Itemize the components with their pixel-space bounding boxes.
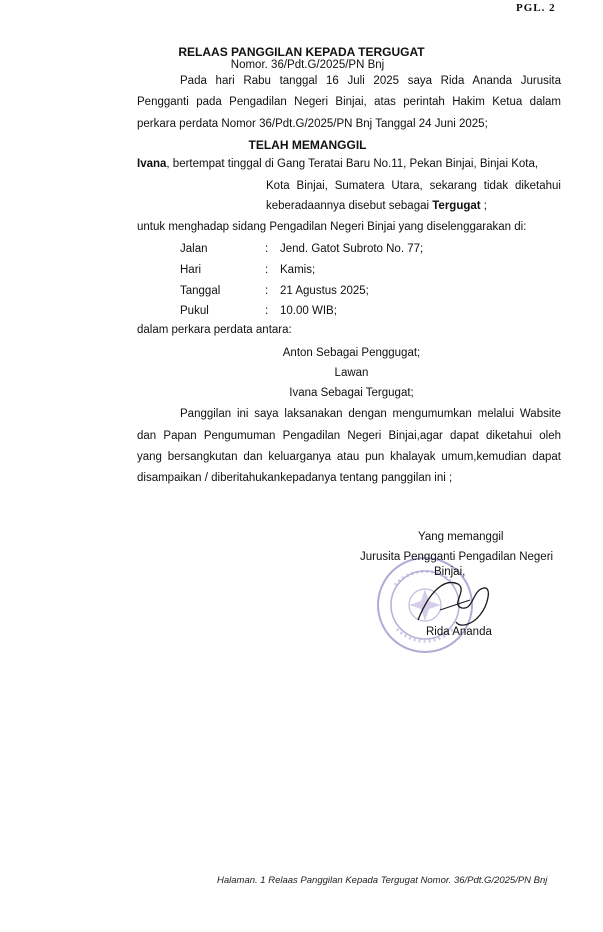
detail-label-day: Hari bbox=[180, 264, 202, 276]
closing-line-4: disampaikan / diberitahukankepadanya tentang panggilan ini ; bbox=[137, 472, 453, 484]
intro-line-1: Pada hari Rabu tanggal 16 Juli 2025 saya Rida Ananda Jurusita bbox=[180, 75, 561, 87]
defendant-party: Ivana Sebagai Tergugat; bbox=[289, 387, 414, 399]
intro-line-2: Pengganti pada Pengadilan Negeri Binjai, atas perintah Hakim Ketua dalam bbox=[137, 96, 561, 108]
signature-caller: Yang memanggil bbox=[418, 531, 504, 543]
page-footer: Halaman. 1 Relaas Panggilan Kepada Tergugat Nomor. 36/Pdt.G/2025/PN Bnj bbox=[217, 875, 548, 886]
called-heading: TELAH MEMANGGIL bbox=[248, 138, 367, 152]
defendant-line-3 bbox=[266, 200, 487, 212]
defendant-line-1 bbox=[137, 158, 538, 170]
defendant-role: Tergugat bbox=[432, 200, 481, 212]
document-title: RELAAS PANGGILAN KEPADA TERGUGAT bbox=[178, 45, 425, 59]
detail-label-date: Tanggal bbox=[180, 285, 221, 297]
defendant-name: Ivana bbox=[137, 158, 167, 170]
detail-value-date: 21 Agustus 2025; bbox=[280, 285, 369, 297]
detail-sep-day: : bbox=[265, 264, 269, 276]
plaintiff: Anton Sebagai Penggugat; bbox=[282, 347, 421, 359]
detail-label-time: Pukul bbox=[180, 305, 209, 317]
detail-label-street: Jalan bbox=[180, 243, 208, 255]
closing-line-2: dan Papan Pengumuman Pengadilan Negeri Binjai,agar dapat diketahui oleh bbox=[137, 430, 561, 442]
detail-value-day: Kamis; bbox=[280, 264, 316, 276]
case-between: dalam perkara perdata antara: bbox=[137, 324, 292, 336]
page-mark: PGL. 2 bbox=[516, 2, 556, 14]
case-number: Nomor. 36/Pdt.G/2025/PN Bnj bbox=[230, 59, 385, 71]
signature-role-line-1: Jurusita Pengganti Pengadilan Negeri bbox=[360, 551, 554, 563]
signature-role-line-2: Binjai, bbox=[434, 566, 466, 578]
closing-line-3: yang bersangkutan dan keluarganya atau pun khalayak umum,kemudian dapat bbox=[137, 451, 561, 463]
detail-sep-street: : bbox=[265, 243, 269, 255]
summons-line: untuk menghadap sidang Pengadilan Negeri Binjai yang diselenggarakan di: bbox=[137, 221, 527, 233]
defendant-line-2: Kota Binjai, Sumatera Utara, sekarang tidak diketahui bbox=[266, 180, 561, 192]
defendant-line-end: ; bbox=[480, 200, 487, 212]
detail-value-street: Jend. Gatot Subroto No. 77; bbox=[280, 243, 424, 255]
defendant-address: , bertempat tinggal di Gang Teratai Baru No.11, Pekan Binjai, Binjai Kota, bbox=[166, 158, 539, 170]
detail-value-time: 10.00 WIB; bbox=[280, 305, 337, 317]
intro-line-3: perkara perdata Nomor 36/Pdt.G/2025/PN Bnj Tanggal 24 Juni 2025; bbox=[137, 118, 488, 130]
closing-line-1: Panggilan ini saya laksanakan dengan mengumumkan melalui Wabsite bbox=[180, 408, 561, 420]
defendant-status: keberadaannya disebut sebagai bbox=[266, 200, 433, 212]
signature-name: Rida Ananda bbox=[426, 626, 492, 638]
versus: Lawan bbox=[334, 367, 369, 379]
detail-sep-date: : bbox=[265, 285, 269, 297]
detail-sep-time: : bbox=[265, 305, 269, 317]
